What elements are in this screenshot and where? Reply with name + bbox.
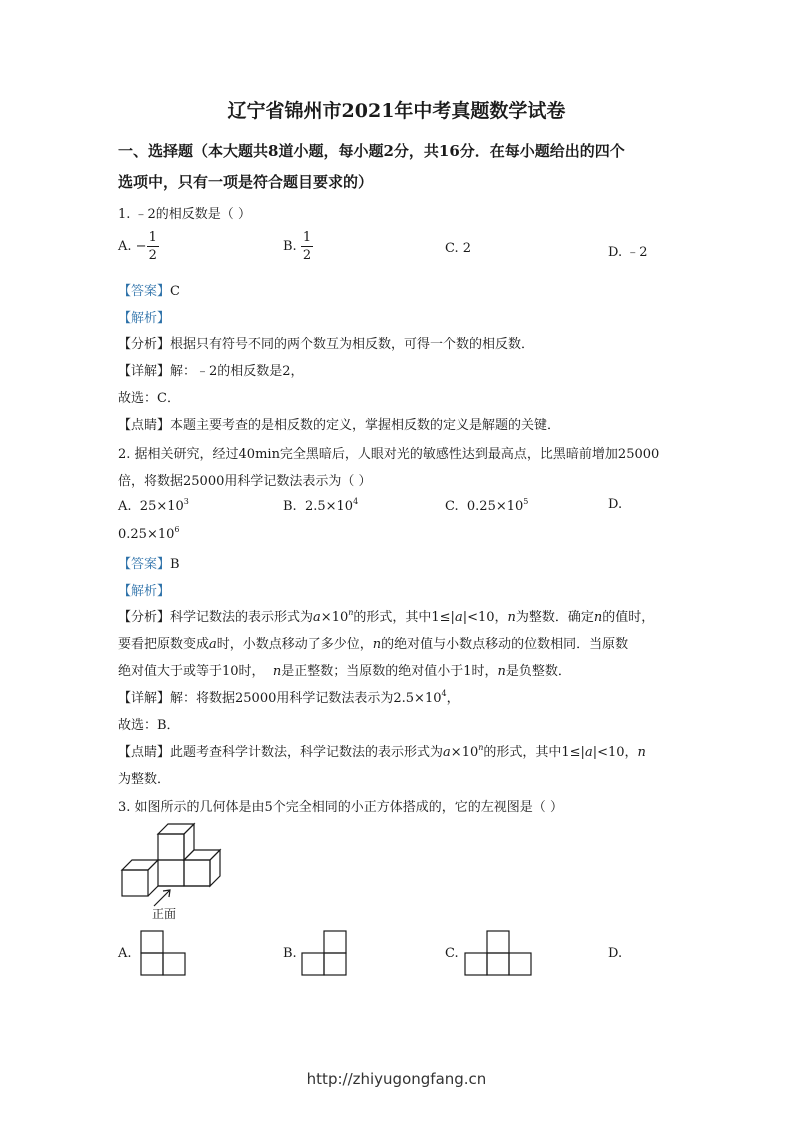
q1-fenxi-tag: 【分析】: [118, 337, 171, 352]
var-n: n: [497, 664, 506, 679]
q2-option-c-base: 0.25×10: [466, 499, 524, 514]
q2-fenxi-tag: 【分析】: [118, 610, 171, 625]
q2-stem-line2: 倍，将数据25000用科学记数法表示为（ ）: [118, 474, 372, 489]
q2-dianjing-text: |<10，: [592, 745, 638, 760]
q2-choose: 故选：B．: [118, 718, 180, 733]
q2-option-a: [118, 497, 189, 514]
q2-dianjing-line2: 为整数．: [118, 772, 171, 787]
q2-fenxi-text: 科学记数法的表示形式为: [170, 610, 314, 625]
var-a: a: [209, 637, 217, 652]
section-heading-line1: 一、选择题（本大题共8道小题，每小题2分，共16分．在每小题给出的四个: [118, 142, 625, 160]
q3-front-label: 正面: [152, 907, 177, 921]
var-n: n: [637, 745, 646, 760]
q2-fenxi-text: 绝对值大于或等于10时，: [118, 664, 265, 679]
q2-fenxi-text: ×10: [320, 610, 349, 625]
q1-option-b-denominator: 2: [302, 248, 312, 263]
q2-xiangjie: [118, 687, 460, 706]
footer-url[interactable]: http://zhiyugongfang.cn: [306, 1070, 487, 1088]
q2-option-a-label: A.: [118, 499, 132, 514]
q1-answer-tag: 【答案】: [118, 284, 171, 299]
q2-fenxi-text: 的绝对值与小数点移动的位数相同．当原数: [381, 637, 629, 652]
q3-option-c-label: C.: [445, 946, 459, 961]
var-n: n: [593, 610, 603, 625]
q1-option-c: C. 2: [445, 241, 472, 256]
q2-option-a-base: 25×10: [139, 499, 184, 514]
q2-option-b-exponent: 4: [353, 497, 359, 506]
q2-xiangjie-tag: 【详解】: [118, 691, 171, 706]
var-n: n: [272, 664, 282, 679]
q2-xiangjie-text: 解：将数据25000用科学记数法表示为2.5×10: [170, 691, 442, 706]
q2-fenxi-line1: [118, 606, 654, 625]
q1-xiangjie-tag: 【详解】: [118, 364, 171, 379]
q3-option-b-label: B.: [283, 946, 297, 961]
q1-option-a-sign: −: [135, 239, 147, 254]
q3-option-a-label: A.: [118, 946, 132, 961]
q1-dianjing-text: 本题主要考查的是相反数的定义，掌握相反数的定义是解题的关键．: [170, 418, 561, 433]
q1-option-a: [118, 229, 159, 264]
q2-fenxi-text: 的形式，其中1≤|: [353, 610, 455, 625]
q1-option-b: [283, 229, 313, 264]
q2-option-d-label: D.: [608, 497, 623, 512]
q1-option-d: D. ﹣2: [608, 245, 648, 260]
q2-fenxi-text: 是负整数．: [505, 664, 571, 679]
q2-analysis-tag: 【解析】: [118, 584, 171, 599]
q1-dianjing: [118, 414, 560, 433]
q3-option-a-view: [140, 930, 190, 976]
q1-analysis-tag: 【解析】: [118, 311, 171, 326]
q2-option-c-label: C.: [445, 499, 459, 514]
q2-answer-value: B: [170, 557, 180, 572]
q1-xiangjie: [118, 360, 304, 379]
q2-option-d: [118, 525, 179, 542]
var-a: a: [454, 610, 463, 625]
var-n: n: [507, 610, 516, 625]
q2-option-d-base: 0.25×10: [118, 527, 175, 542]
var-a: a: [443, 745, 451, 760]
q1-dianjing-tag: 【点睛】: [118, 418, 171, 433]
q2-option-b-label: B.: [283, 499, 297, 514]
q2-option-d-exponent: 6: [174, 525, 180, 534]
q2-fenxi-text: |<10，: [462, 610, 508, 625]
q1-stem: 1. ﹣2的相反数是（ ）: [118, 207, 251, 222]
var-n: n: [478, 743, 484, 752]
q2-fenxi-text: 要看把原数变成: [118, 637, 210, 652]
q2-answer: [118, 553, 180, 572]
q3-stem: 3. 如图所示的几何体是由5个完全相同的小正方体搭成的，它的左视图是（ ）: [118, 800, 563, 815]
q3-option-c-view: [464, 930, 534, 976]
q1-option-b-label: B.: [283, 239, 297, 254]
q1-fenxi: [118, 333, 534, 352]
q2-xiangjie-exponent: 4: [441, 689, 447, 698]
q3-option-d-label: D.: [608, 946, 623, 961]
q2-fenxi-text: 为整数．确定: [515, 610, 594, 625]
q2-fenxi-line2: [118, 633, 628, 652]
q2-option-c-exponent: 5: [523, 497, 529, 506]
q2-fenxi-text: 是正整数；当原数的绝对值小于1时，: [281, 664, 498, 679]
q2-fenxi-text: 的值时，: [602, 610, 655, 625]
q2-xiangjie-end: ，: [446, 691, 460, 706]
q2-fenxi-line3: [118, 660, 571, 679]
q2-dianjing-text: 此题考查科学计数法，科学记数法的表示形式为: [170, 745, 444, 760]
q2-option-c: [445, 497, 528, 514]
q2-stem-line1: 2. 据相关研究，经过40min完全黑暗后，人眼对光的敏感性达到最高点，比黑暗前增加25000: [118, 447, 660, 462]
q1-option-a-fraction: [147, 229, 159, 264]
q3-option-b-view: [301, 930, 351, 976]
q1-answer: [118, 280, 180, 299]
q1-option-b-numerator: 1: [302, 230, 312, 245]
var-n: n: [348, 608, 354, 617]
q2-dianjing-line1: [118, 741, 646, 760]
q2-dianjing-text: 的形式，其中1≤|: [483, 745, 585, 760]
q1-choose: 故选：C．: [118, 391, 180, 406]
page-title: 辽宁省锦州市2021年中考真题数学试卷: [227, 100, 566, 122]
var-a: a: [584, 745, 593, 760]
q2-option-a-exponent: 3: [183, 497, 189, 506]
var-a: a: [313, 610, 321, 625]
q1-xiangjie-text: 解：﹣2的相反数是2，: [170, 364, 304, 379]
q1-option-b-fraction: [301, 229, 313, 264]
q2-fenxi-text: 时，小数点移动了多少位，: [216, 637, 373, 652]
q2-dianjing-text: ×10: [450, 745, 479, 760]
q2-dianjing-tag: 【点睛】: [118, 745, 171, 760]
q1-answer-value: C: [170, 284, 180, 299]
q3-solid-figure: [114, 820, 224, 925]
q1-option-a-label: A.: [118, 239, 132, 254]
var-n: n: [372, 637, 382, 652]
q1-fenxi-text: 根据只有符号不同的两个数互为相反数，可得一个数的相反数．: [170, 337, 535, 352]
q3-cube-drawing: [122, 824, 220, 906]
q2-option-b-base: 2.5×10: [304, 499, 354, 514]
q2-option-b: [283, 497, 358, 514]
section-heading-line2: 选项中，只有一项是符合题目要求的）: [118, 173, 374, 191]
q1-option-a-denominator: 2: [148, 248, 157, 263]
q2-answer-tag: 【答案】: [118, 557, 171, 572]
q1-option-a-numerator: 1: [148, 230, 157, 245]
